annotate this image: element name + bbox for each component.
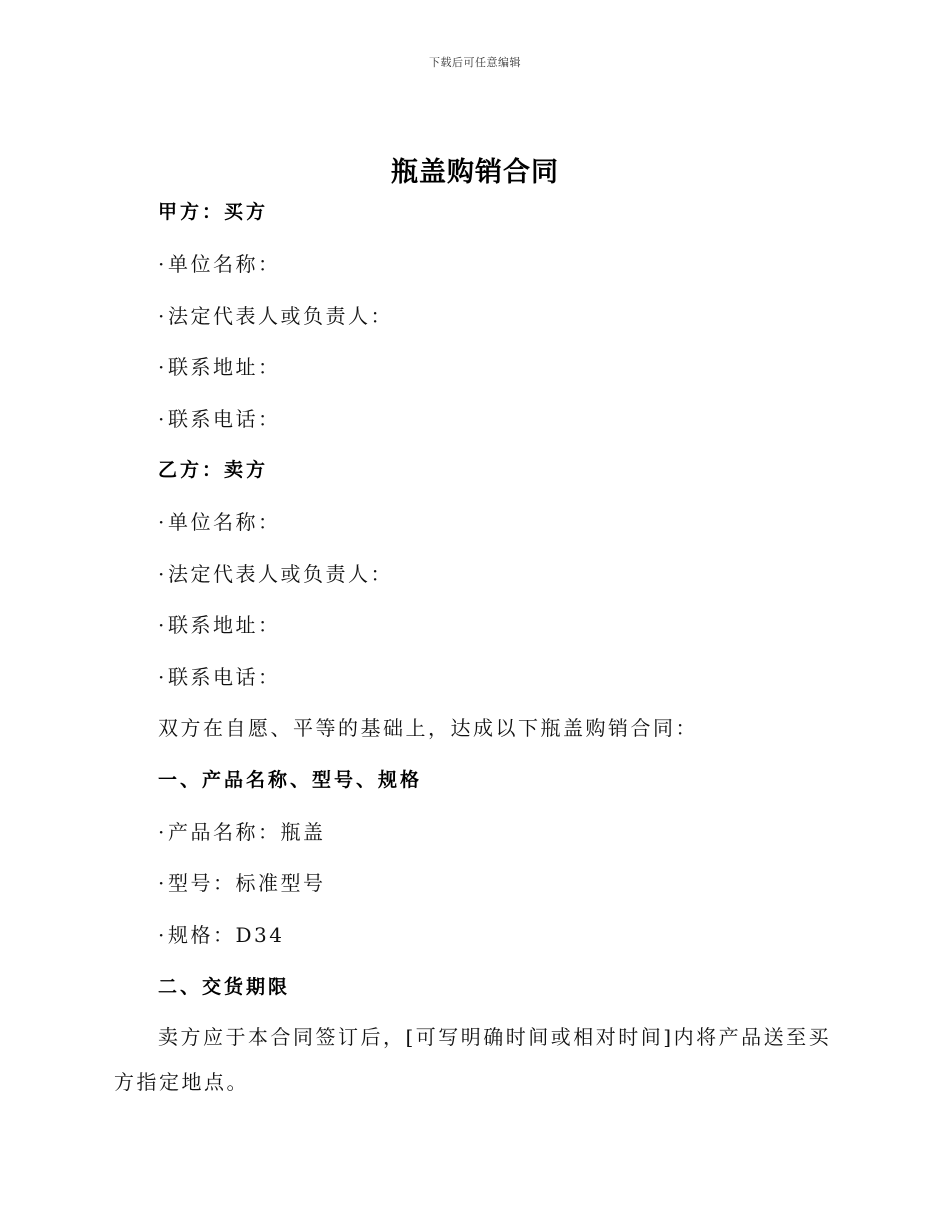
section-2-heading: 二、交货期限 bbox=[158, 976, 291, 998]
bullet-icon: · bbox=[158, 871, 165, 895]
field-label: 法定代表人或负责人： bbox=[168, 304, 393, 328]
party-a-field-representative bbox=[158, 302, 393, 330]
party-b-heading: 乙方：卖方 bbox=[158, 459, 269, 481]
field-label: 法定代表人或负责人： bbox=[168, 562, 393, 586]
bullet-icon: · bbox=[158, 923, 165, 947]
item-text: 型号：标准型号 bbox=[168, 871, 326, 895]
spec-item bbox=[158, 921, 284, 949]
field-label: 联系地址： bbox=[168, 613, 281, 637]
document-title: 瓶盖购销合同 bbox=[391, 157, 559, 188]
section-1-heading: 一、产品名称、型号、规格 bbox=[158, 769, 423, 791]
bullet-icon: · bbox=[158, 820, 165, 844]
field-label: 联系电话： bbox=[168, 665, 281, 689]
bullet-icon: · bbox=[158, 510, 165, 534]
intro-sentence: 双方在自愿、平等的基础上，达成以下瓶盖购销合同： bbox=[158, 716, 698, 740]
bullet-icon: · bbox=[158, 613, 165, 637]
bullet-icon: · bbox=[158, 355, 165, 379]
field-label: 联系电话： bbox=[168, 407, 281, 431]
party-a-heading: 甲方：买方 bbox=[158, 201, 269, 223]
bullet-icon: · bbox=[158, 562, 165, 586]
party-b-field-phone bbox=[158, 663, 281, 691]
bullet-icon: · bbox=[158, 407, 165, 431]
party-a-field-phone bbox=[158, 405, 281, 433]
party-b-field-unit-name bbox=[158, 508, 281, 536]
header-note: 下载后可任意编辑 bbox=[429, 56, 521, 69]
item-text: 产品名称：瓶盖 bbox=[168, 820, 326, 844]
item-text: 规格：D34 bbox=[168, 923, 285, 947]
party-a-field-unit-name bbox=[158, 250, 281, 278]
party-b-field-representative bbox=[158, 560, 393, 588]
model-item bbox=[158, 869, 326, 897]
field-label: 单位名称： bbox=[168, 252, 281, 276]
field-label: 单位名称： bbox=[168, 510, 281, 534]
field-label: 联系地址： bbox=[168, 355, 281, 379]
party-b-field-address bbox=[158, 611, 281, 639]
bullet-icon: · bbox=[158, 665, 165, 689]
party-a-field-address bbox=[158, 353, 281, 381]
bullet-icon: · bbox=[158, 252, 165, 276]
bullet-icon: · bbox=[158, 304, 165, 328]
product-name-item bbox=[158, 818, 326, 846]
delivery-paragraph: 卖方应于本合同签订后，[可写明确时间或相对时间]内将产品送至买方指定地点。 bbox=[114, 1025, 832, 1094]
